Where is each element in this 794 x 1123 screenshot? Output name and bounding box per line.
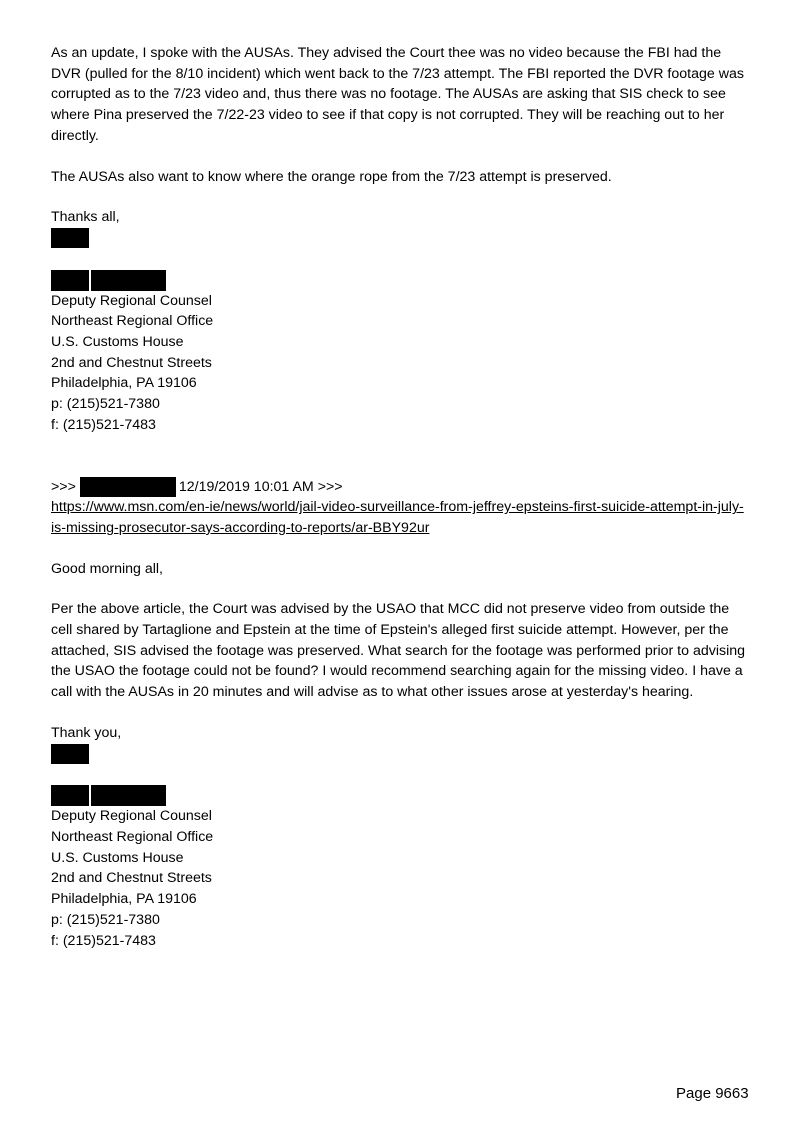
article-paragraph: Per the above article, the Court was advised by the USAO that MCC did not preserve video from outside the cell shared by Tartaglione and Epstein at the time of Epstein's alleged first suicide attempt. However, per the attached, SIS advised the footage was preserved. What search for the footage was performed prior to advising the USAO the footage could not be found? I would recommend searching again for the missing video. I have a call with the AUSAs in 20 minutes and will advise as to what other issues arose at yesterday's hearing.: [51, 601, 745, 701]
signature-block: [51, 806, 753, 951]
signature-office: Northeast Regional Office: [51, 313, 214, 330]
update-paragraph: As an update, I spoke with the AUSAs. They advised the Court thee was no video because the FBI had the DVR (pulled for the 8/10 incident) which went back to the 7/23 attempt. The FBI reported the DVR footage was corrupted as to the 7/23 video and, thus there was no footage. The AUSAs are asking that SIS check to see where Pina preserved the 7/22-23 video to see if that copy is not corrupted. They will be reaching out to her directly.: [51, 45, 744, 144]
signature-city: Philadelphia, PA 19106: [51, 375, 197, 392]
redacted-sender-initials: [51, 744, 753, 765]
closing-thanks: Thanks all,: [51, 209, 120, 226]
signature-office: Northeast Regional Office: [51, 828, 214, 845]
redaction-block: [51, 228, 89, 248]
signature-building: U.S. Customs House: [51, 334, 184, 351]
signature-city: Philadelphia, PA 19106: [51, 891, 197, 908]
redacted-sender-initials: [51, 228, 753, 249]
redaction-block: [51, 744, 89, 764]
signature-title: Deputy Regional Counsel: [51, 808, 212, 825]
signature-fax: f: (215)521-7483: [51, 932, 156, 949]
redacted-sender-name: [51, 785, 753, 806]
signature-building: U.S. Customs House: [51, 849, 184, 866]
signature-street: 2nd and Chestnut Streets: [51, 870, 212, 887]
signature-street: 2nd and Chestnut Streets: [51, 354, 212, 371]
rope-paragraph: The AUSAs also want to know where the orange rope from the 7/23 attempt is preserved.: [51, 168, 612, 185]
redacted-sender-name: [51, 270, 753, 291]
quote-timestamp: 12/19/2019 10:01 AM >>>: [178, 478, 343, 495]
signature-title: Deputy Regional Counsel: [51, 292, 212, 309]
signature-phone: p: (215)521-7380: [51, 911, 160, 928]
redaction-block: [91, 785, 166, 806]
redaction-block: [51, 270, 89, 291]
page-number: Page 9663: [676, 1085, 749, 1102]
redaction-block: [51, 785, 89, 806]
redaction-block: [91, 270, 166, 291]
article-link[interactable]: https://www.msn.com/en-ie/news/world/jail-video-surveillance-from-jeffrey-epsteins-first-suicide-attempt-in-july-is-missing-prosecutor-says-according-to-reports/ar-BBY92ur: [51, 499, 744, 536]
closing-thank-you: Thank you,: [51, 724, 122, 741]
article-link-line: [51, 497, 753, 538]
greeting: Good morning all,: [51, 560, 163, 577]
quote-prefix: >>>: [51, 478, 76, 495]
quoted-message-header: [51, 477, 753, 498]
document-body: [51, 43, 753, 951]
redaction-block: [80, 477, 176, 497]
signature-phone: p: (215)521-7380: [51, 396, 160, 413]
signature-fax: f: (215)521-7483: [51, 416, 156, 433]
signature-block: [51, 291, 753, 436]
